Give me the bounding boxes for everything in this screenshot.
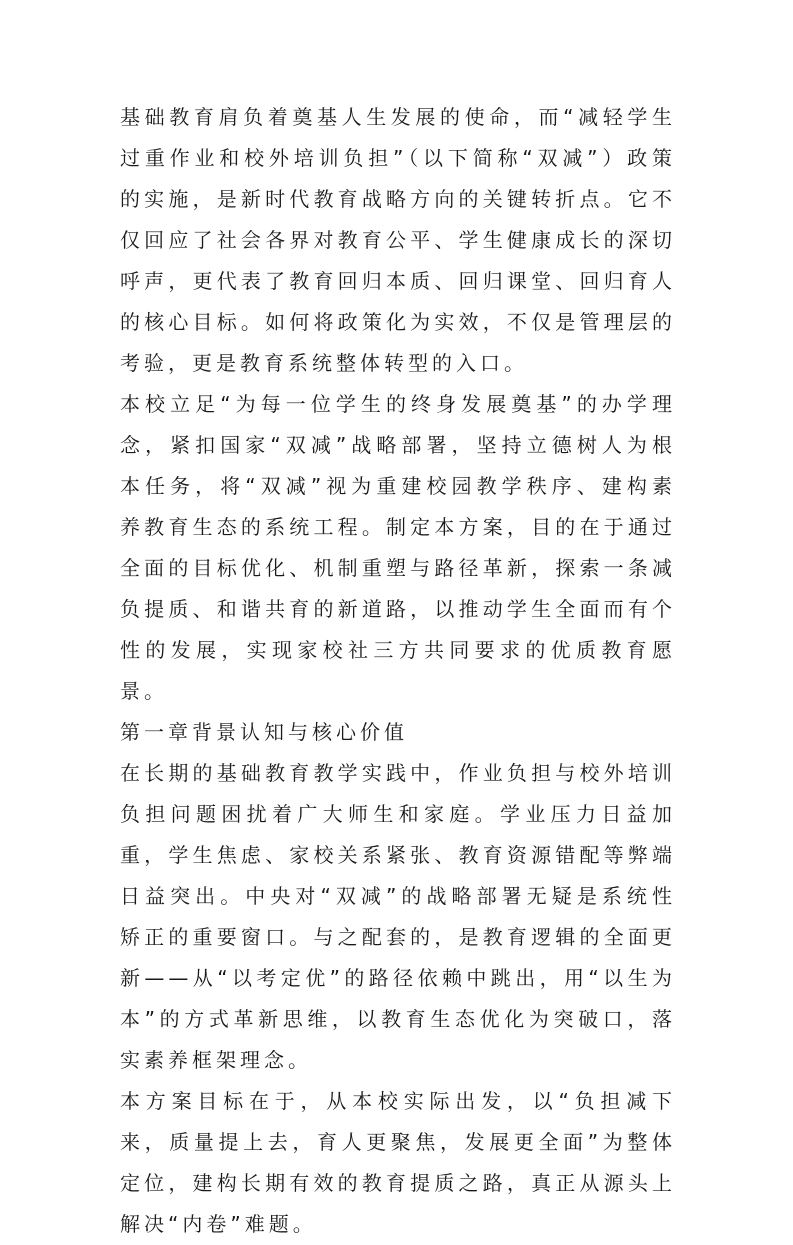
paragraph-school-philosophy: 本校立足“为每一位学生的终身发展奠基”的办学理念，紧扣国家“双减”战略部署，坚持立德树人为根本任务，将“双减”视为重建校园教学秩序、建构素养教育生态的系统工程。制定本方案，目的在于通过全面的目标优化、机制重塑与路径革新，探索一条减负提质、和谐共育的新道路，以推动学生全面而有个性的发展，实现家校社三方共同要求的优质教育愿景。 [120,392,676,703]
paragraph-intro: 基础教育肩负着奠基人生发展的使命，而“减轻学生过重作业和校外培训负担”（以下简称“双减”）政策的实施，是新时代教育战略方向的关键转折点。它不仅回应了社会各界对教育公平、学生健康成长的深切呼声，更代表了教育回归本质、回归课堂、回归育人的核心目标。如何将政策化为实效，不仅是管理层的考验，更是教育系统整体转型的入口。 [120,105,676,375]
paragraph-goal: 本方案目标在于，从本校实际出发，以“负担减下来，质量提上去，育人更聚焦，发展更全面”为整体定位，建构长期有效的教育提质之路，真正从源头上解决“内卷”难题。 [120,1089,676,1236]
chapter-heading: 第一章背景认知与核心价值 [120,720,408,744]
document-page [120,97,676,1245]
paragraph-background: 在长期的基础教育教学实践中，作业负担与校外培训负担问题困扰着广大师生和家庭。学业压力日益加重，学生焦虑、家校关系紧张、教育资源错配等弊端日益突出。中央对“双减”的战略部署无疑是系统性矫正的重要窗口。与之配套的，是教育逻辑的全面更新——从“以考定优”的路径依赖中跳出，用“以生为本”的方式革新思维，以教育生态优化为突破口，落实素养框架理念。 [120,761,676,1072]
